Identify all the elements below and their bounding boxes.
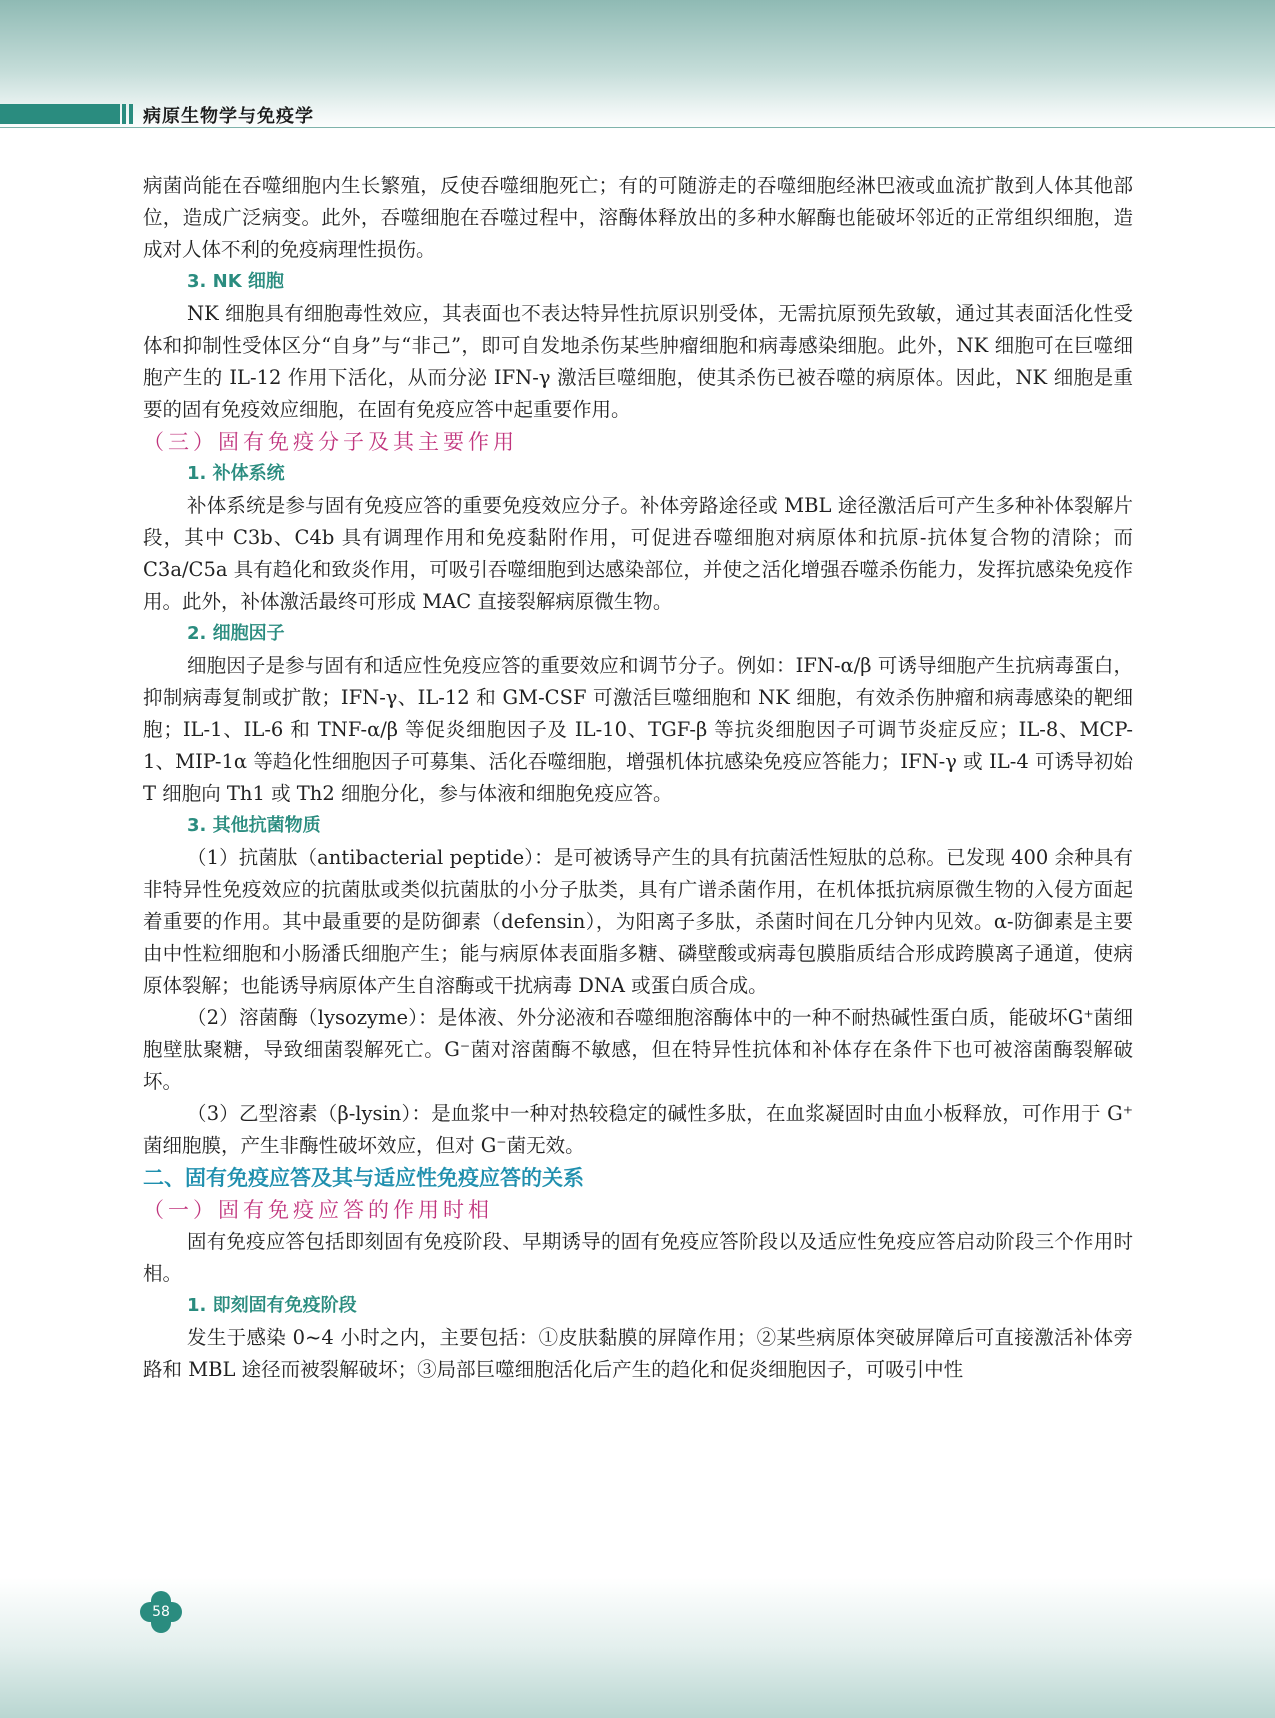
subheading-cytokines: 2. 细胞因子 <box>187 623 285 644</box>
subheading-other-antibacterial: 3. 其他抗菌物质 <box>187 815 321 836</box>
paragraph-beta-lysin: （3）乙型溶素（β-lysin）：是血浆中一种对热较稳定的碱性多肽，在血浆凝固时由血小板释放，可作用于 G⁺菌细胞膜，产生非酶性破坏效应，但对 G⁻菌无效。 <box>143 1102 1133 1157</box>
subheading-complement: 1. 补体系统 <box>187 463 285 484</box>
header-accent-bar <box>0 104 120 124</box>
running-header-title: 病原生物学与免疫学 <box>143 106 314 127</box>
paragraph-nk-cells: NK 细胞具有细胞毒性效应，其表面也不表达特异性抗原识别受体，无需抗原预先致敏，通过其表面活化性受体和抑制性受体区分“自身”与“非己”，即可自发地杀伤某些肿瘤细胞和病毒感染细胞。此外，NK 细胞可在巨噬细胞产生的 IL-12 作用下活化，从而分泌 IFN-γ 激活巨噬细胞，使其杀伤已被吞噬的病原体。因此，NK 细胞是重要的固有免疫效应细胞，在固有免疫应答中起重要作用。 <box>143 302 1133 421</box>
paragraph-lysozyme: （2）溶菌酶（lysozyme）：是体液、外分泌液和吞噬细胞溶酶体中的一种不耐热碱性蛋白质，能破坏G⁺菌细胞壁肽聚糖，导致细菌裂解死亡。G⁻菌对溶菌酶不敏感，但在特异性抗体和补体存在条件下也可被溶菌酶裂解破坏。 <box>143 1006 1133 1093</box>
paragraph-complement: 补体系统是参与固有免疫应答的重要免疫效应分子。补体旁路途径或 MBL 途径激活后可产生多种补体裂解片段，其中 C3b、C4b 具有调理作用和免疫黏附作用，可促进吞噬细胞对病原体和抗原-抗体复合物的清除；而 C3a/C5a 具有趋化和致炎作用，可吸引吞噬细胞到达感染部位，并使之活化增强吞噬杀伤能力，发挥抗感染免疫作用。此外，补体激活最终可形成 MAC 直接裂解病原微生物。 <box>143 494 1133 613</box>
paragraph-immediate-phase: 发生于感染 0~4 小时之内，主要包括：①皮肤黏膜的屏障作用；②某些病原体突破屏障后可直接激活补体旁路和 MBL 途径而被裂解破坏；③局部巨噬细胞活化后产生的趋化和促炎细胞因子，可吸引中性 <box>143 1326 1133 1381</box>
chapter-section-heading: 二、固有免疫应答及其与适应性免疫应答的关系 <box>143 1166 584 1190</box>
subheading-immediate-phase: 1. 即刻固有免疫阶段 <box>187 1295 357 1316</box>
page-number-badge <box>140 1591 182 1633</box>
paragraph-phases: 固有免疫应答包括即刻固有免疫阶段、早期诱导的固有免疫应答阶段以及适应性免疫应答启动阶段三个作用时相。 <box>143 1230 1133 1285</box>
section-heading-response-phases: （一）固有免疫应答的作用时相 <box>143 1198 493 1222</box>
page-number: 58 <box>152 1604 170 1620</box>
header-rule <box>0 127 1275 128</box>
footer-gradient-band <box>0 1578 1275 1718</box>
section-heading-innate-molecules: （三）固有免疫分子及其主要作用 <box>143 430 518 454</box>
paragraph-antibacterial-peptide: （1）抗菌肽（antibacterial peptide）：是可被诱导产生的具有抗菌活性短肽的总称。已发现 400 余种具有非特异性免疫效应的抗菌肽或类似抗菌肽的小分子肽类，具有广谱杀菌作用，在机体抵抗病原微生物的入侵方面起着重要的作用。其中最重要的是防御素（defensin），为阳离子多肽，杀菌时间在几分钟内见效。α-防御素是主要由中性粒细胞和小肠潘氏细胞产生；能与病原体表面脂多糖、磷壁酸或病毒包膜脂质结合形成跨膜离子通道，使病原体裂解；也能诱导病原体产生自溶酶或干扰病毒 DNA 或蛋白质合成。 <box>143 846 1133 997</box>
page-body <box>143 170 1133 1386</box>
subheading-nk-cells: 3. NK 细胞 <box>187 271 284 292</box>
header-stripes <box>122 104 136 124</box>
paragraph-intro: 病菌尚能在吞噬细胞内生长繁殖，反使吞噬细胞死亡；有的可随游走的吞噬细胞经淋巴液或血流扩散到人体其他部位，造成广泛病变。此外，吞噬细胞在吞噬过程中，溶酶体释放出的多种水解酶也能破坏邻近的正常组织细胞，造成对人体不利的免疫病理性损伤。 <box>143 174 1133 261</box>
paragraph-cytokines: 细胞因子是参与固有和适应性免疫应答的重要效应和调节分子。例如：IFN-α/β 可诱导细胞产生抗病毒蛋白，抑制病毒复制或扩散；IFN-γ、IL-12 和 GM-CSF 可激活巨噬细胞和 NK 细胞，有效杀伤肿瘤和病毒感染的靶细胞；IL-1、IL-6 和 TNF-α/β 等促炎细胞因子及 IL-10、TGF-β 等抗炎细胞因子可调节炎症反应；IL-8、MCP-1、MIP-1α 等趋化性细胞因子可募集、活化吞噬细胞，增强机体抗感染免疫应答能力；IFN-γ 或 IL-4 可诱导初始 T 细胞向 Th1 或 Th2 细胞分化，参与体液和细胞免疫应答。 <box>143 654 1133 805</box>
